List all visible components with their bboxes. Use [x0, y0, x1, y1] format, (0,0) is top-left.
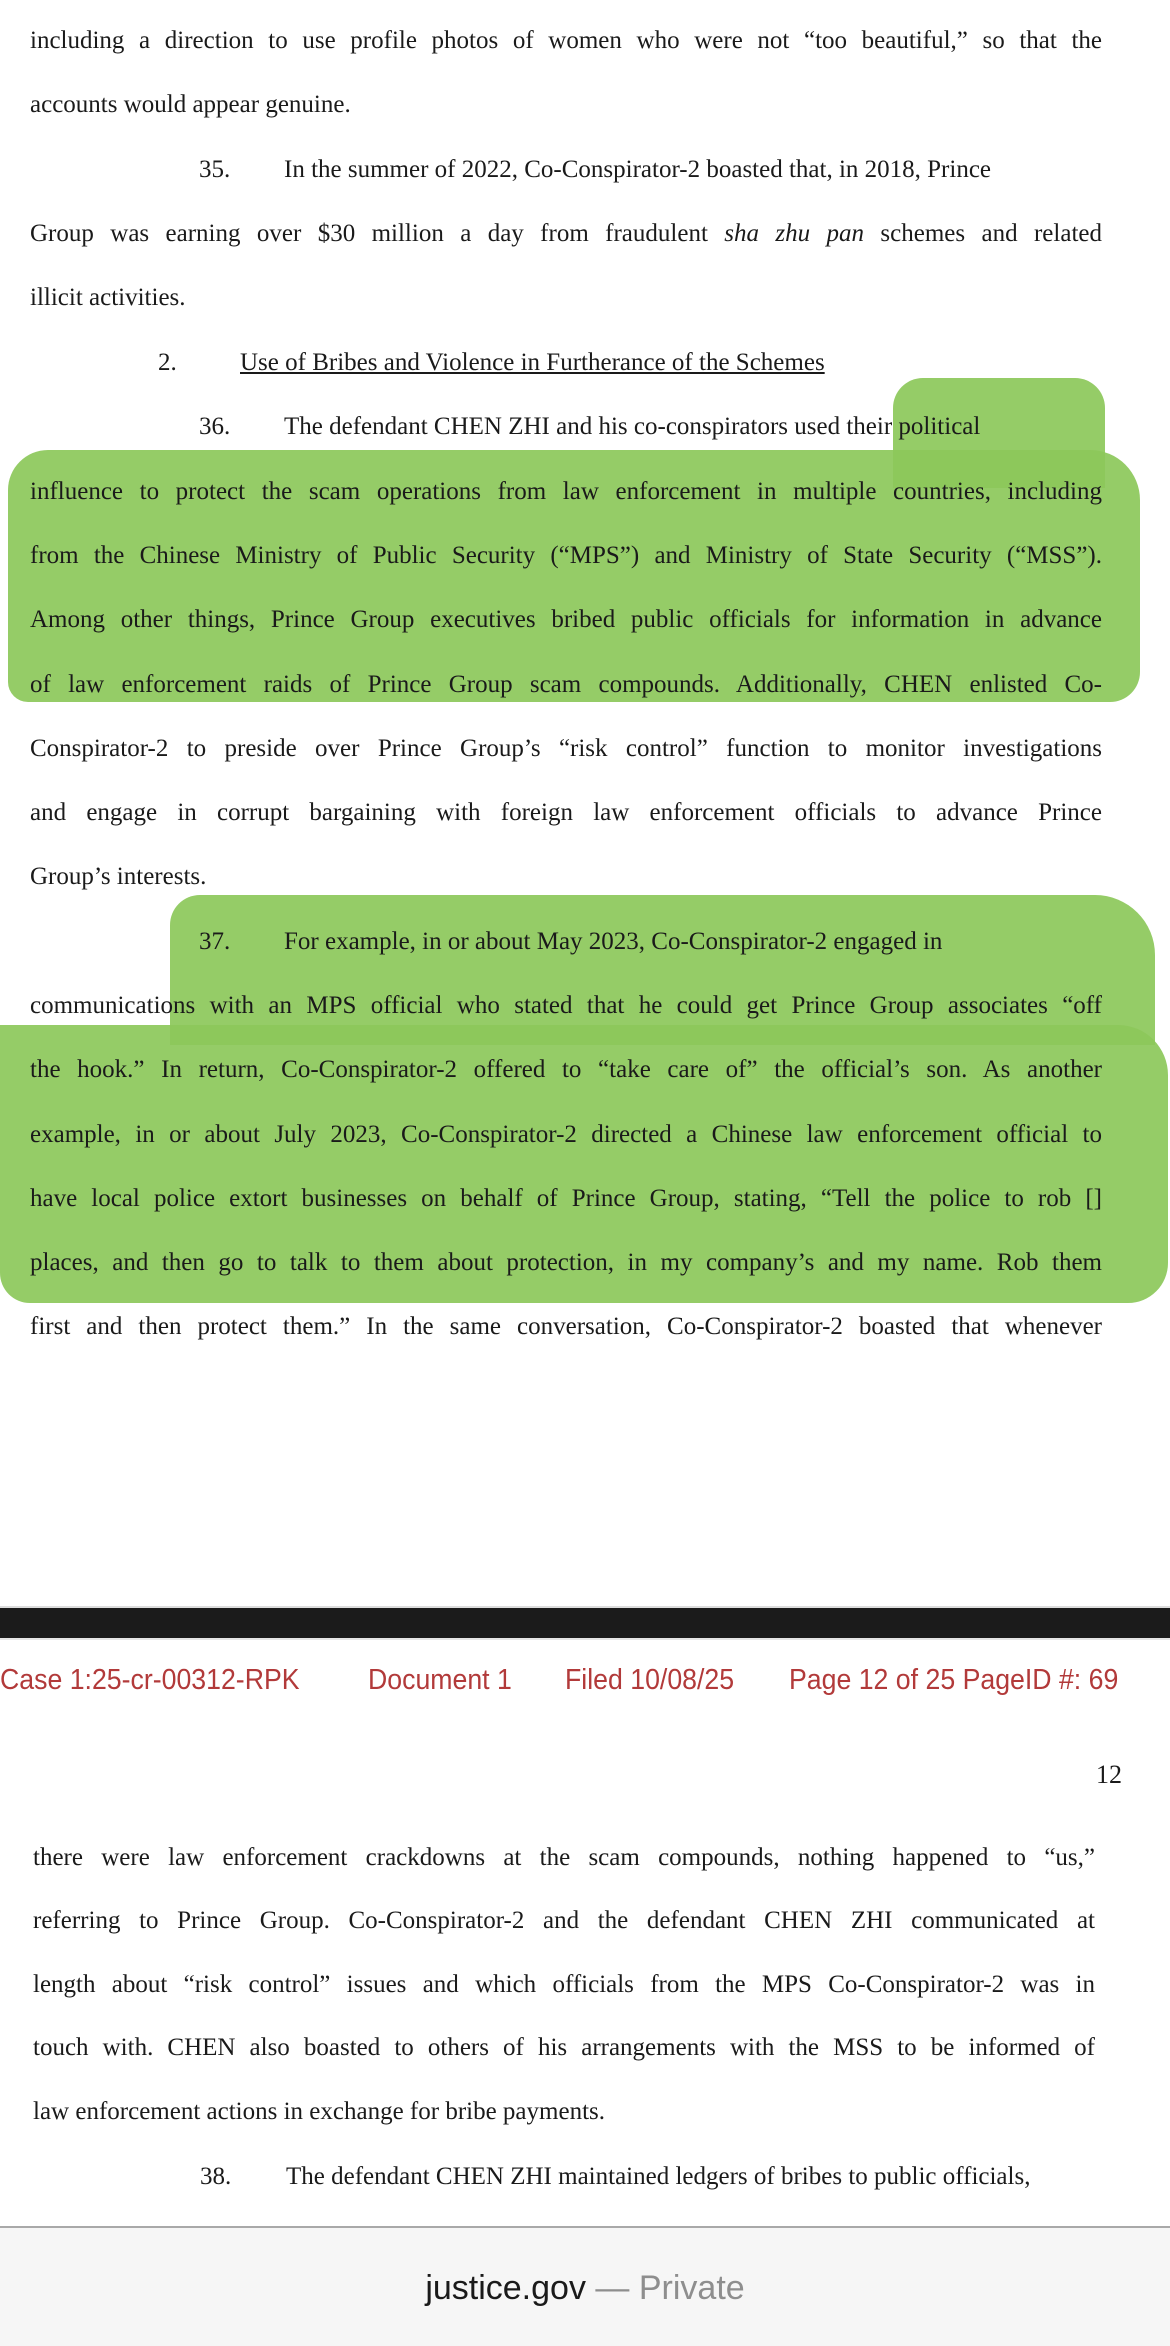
text-line: touch with. CHEN also boasted to others of his arrangements with the MSS to be informed of — [33, 2034, 1095, 2061]
paragraph-number: 37. — [199, 928, 231, 955]
page-number: 12 — [1096, 1760, 1122, 1789]
text-line: including a direction to use profile photos of women who were not “too beautiful,” so that the — [30, 27, 1102, 54]
private-mode-label: Private — [638, 2269, 745, 2307]
text-line: influence to protect the scam operations from law enforcement in multiple countries, including — [30, 478, 1102, 505]
text-line: from the Chinese Ministry of Public Security (“MPS”) and Ministry of State Security (“MSS”). — [30, 542, 1102, 569]
text-line — [30, 216, 1102, 252]
text-segment: Group was earning over $30 million a day from fraudulent — [30, 220, 725, 247]
text-line: law enforcement actions in exchange for bribe payments. — [33, 2098, 605, 2125]
header-filed-date: Filed 10/08/25 — [565, 1664, 735, 1696]
section-number: 2. — [158, 349, 177, 376]
browser-address-bar[interactable] — [0, 2226, 1170, 2346]
text-line: have local police extort businesses on behalf of Prince Group, stating, “Tell the police to rob [] — [30, 1185, 1102, 1212]
section-heading: Use of Bribes and Violence in Furtherance of the Schemes — [240, 349, 825, 376]
text-line: example, in or about July 2023, Co-Conspirator-2 directed a Chinese law enforcement official to — [30, 1121, 1102, 1148]
text-line: of law enforcement raids of Prince Group scam compounds. Additionally, CHEN enlisted Co- — [30, 671, 1102, 698]
text-line: there were law enforcement crackdowns at the scam compounds, nothing happened to “us,” — [33, 1844, 1095, 1871]
header-case-number: Case 1:25-cr-00312-RPK — [0, 1664, 300, 1696]
italic-term: sha zhu pan — [724, 220, 865, 247]
text-line: and engage in corrupt bargaining with foreign law enforcement officials to advance Prince — [30, 799, 1102, 826]
text-line: the hook.” In return, Co-Conspirator-2 offered to “take care of” the official’s son. As another — [30, 1056, 1102, 1083]
header-document: Document 1 — [368, 1664, 512, 1696]
header-page-info: Page 12 of 25 PageID #: 69 — [789, 1664, 1119, 1696]
text-line: illicit activities. — [30, 284, 186, 311]
text-line: referring to Prince Group. Co-Conspirator-2 and the defendant CHEN ZHI communicated at — [33, 1907, 1095, 1934]
text-line: The defendant CHEN ZHI and his co-conspirators used their political — [284, 413, 981, 440]
url-display[interactable] — [0, 2268, 1170, 2308]
text-line: Conspirator-2 to preside over Prince Group’s “risk control” function to monitor investigations — [30, 735, 1102, 762]
text-line: The defendant CHEN ZHI maintained ledgers of bribes to public officials, — [286, 2163, 1031, 2190]
paragraph-number: 35. — [199, 156, 231, 183]
text-line: For example, in or about May 2023, Co-Conspirator-2 engaged in — [284, 928, 943, 955]
url-domain: justice.gov — [425, 2269, 586, 2307]
url-separator: — — [585, 2269, 639, 2307]
text-line: length about “risk control” issues and which officials from the MPS Co-Conspirator-2 was in — [33, 1971, 1095, 1998]
text-line: communications with an MPS official who stated that he could get Prince Group associates “off — [30, 992, 1102, 1019]
text-segment: schemes and related — [864, 220, 1102, 247]
text-line: first and then protect them.” In the same conversation, Co-Conspirator-2 boasted that whenever — [30, 1313, 1102, 1340]
paragraph-number: 38. — [200, 2163, 232, 2190]
text-line: Group’s interests. — [30, 863, 207, 890]
paragraph-number: 36. — [199, 413, 231, 440]
text-line: places, and then go to talk to them about protection, in my company’s and my name. Rob them — [30, 1249, 1102, 1276]
text-line: In the summer of 2022, Co-Conspirator-2 boasted that, in 2018, Prince — [284, 156, 992, 183]
text-line: Among other things, Prince Group executives bribed public officials for information in advance — [30, 606, 1102, 633]
page-separator-bar — [0, 1606, 1170, 1640]
text-line: accounts would appear genuine. — [30, 91, 351, 118]
